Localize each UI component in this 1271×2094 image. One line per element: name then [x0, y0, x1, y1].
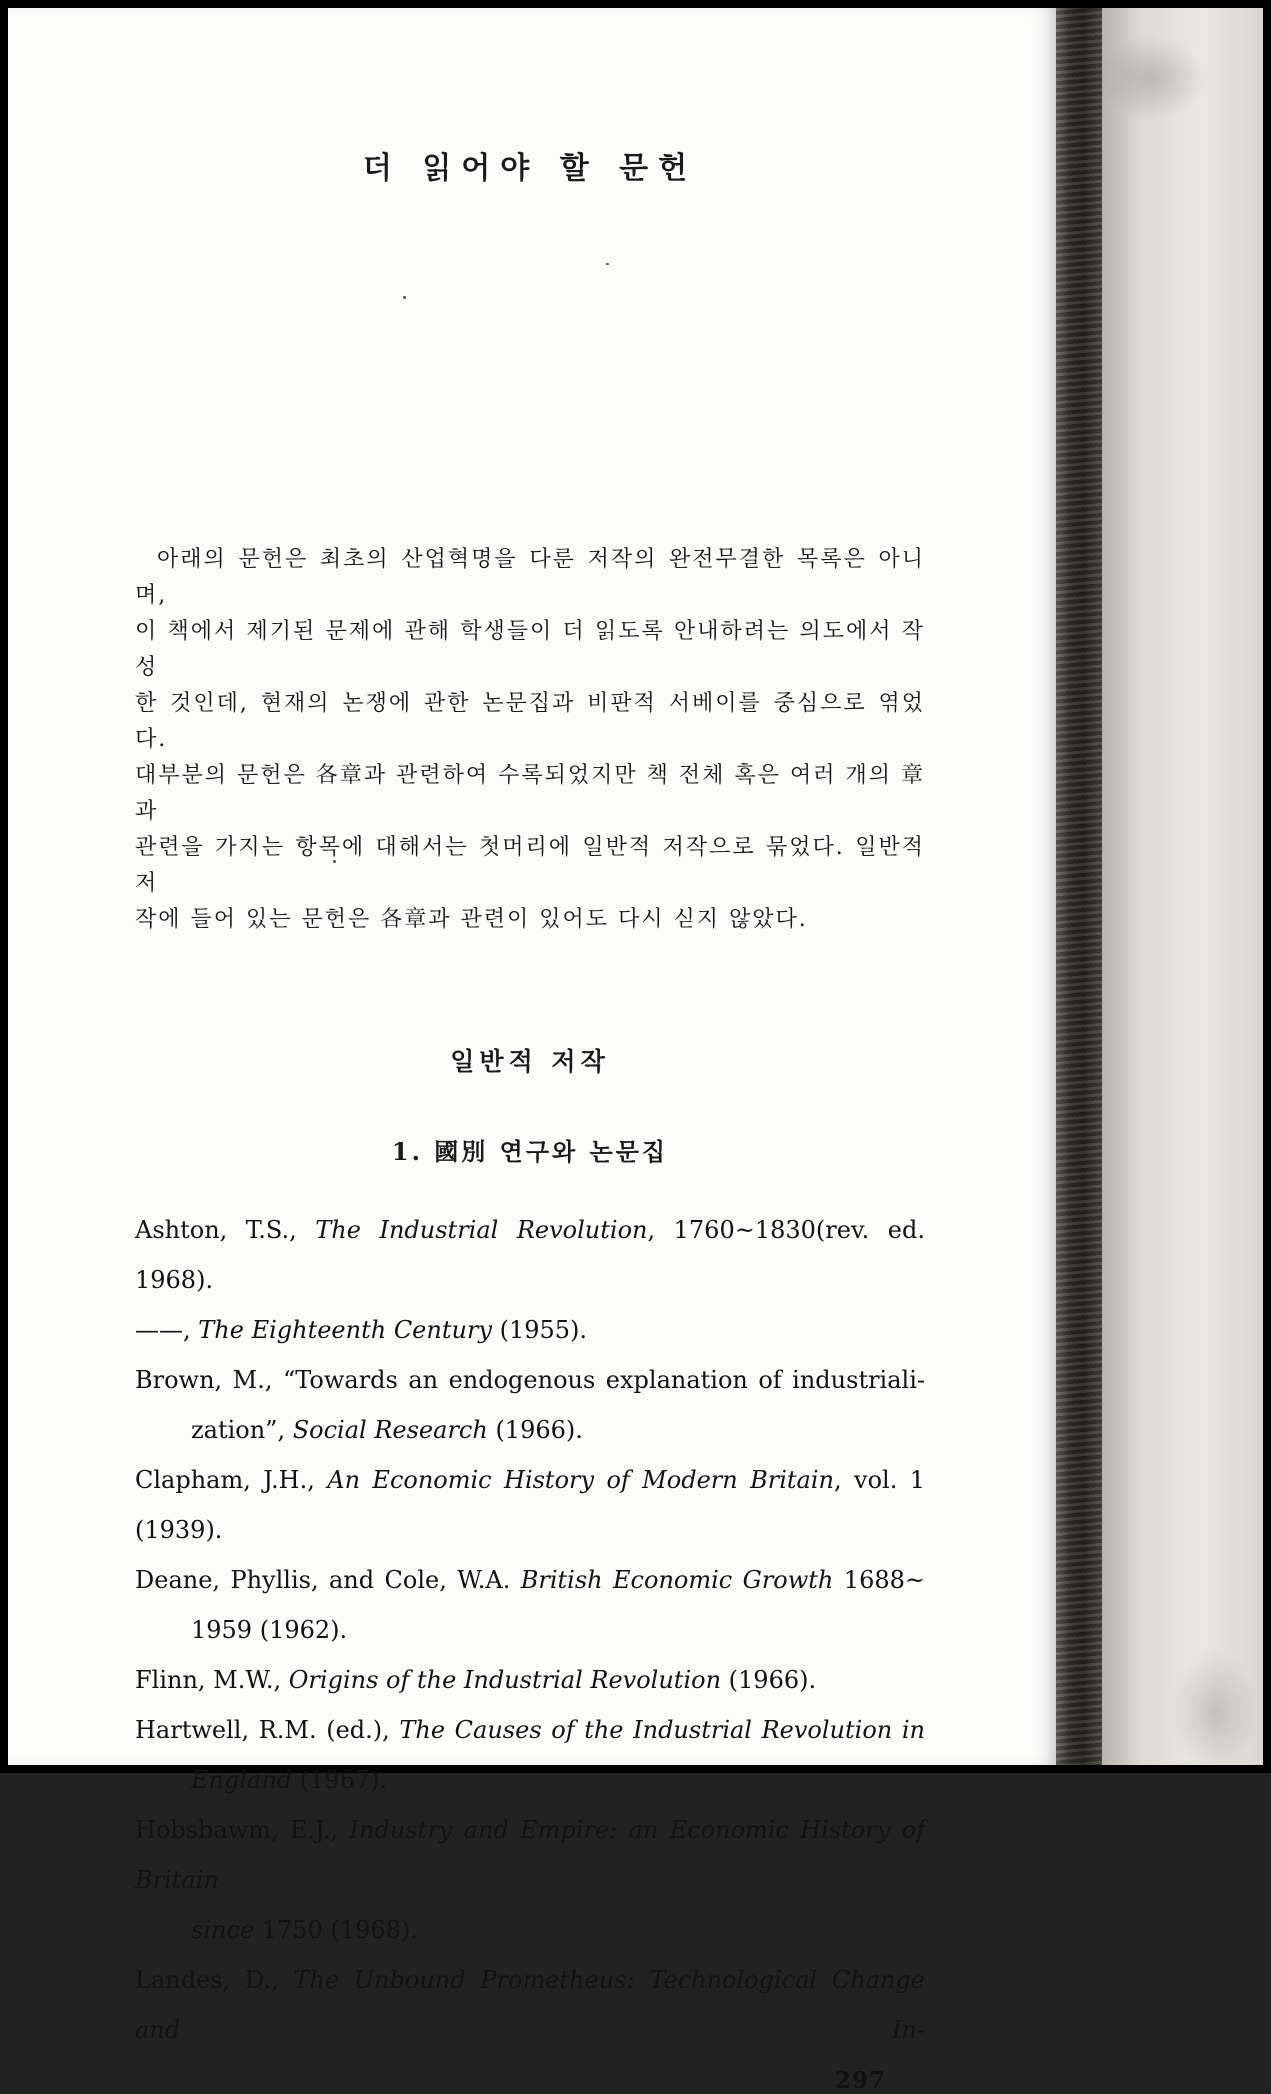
work-title: Origins of the Industrial Revolution [288, 1666, 722, 1694]
intro-line: 작에 들어 있는 문헌은 各章과 관련이 있어도 다시 싣지 않았다. [135, 907, 808, 932]
text-column [8, 143, 925, 2055]
bibliography-line [135, 1555, 925, 1605]
page-content [8, 8, 1056, 2094]
citation-text: (1955). [491, 1316, 588, 1344]
scan-speck [606, 263, 609, 265]
work-title: The Eighteenth Century [198, 1316, 492, 1344]
bibliography-entry [135, 1355, 925, 1455]
citation-text: 1750 (1968). [254, 1916, 418, 1944]
work-title: Social Research [292, 1416, 488, 1444]
work-title: An Economic History of Modern Britain [327, 1466, 834, 1494]
intro-line: 관련을 가지는 항목에 대해서는 첫머리에 일반적 저작으로 묶었다. 일반적 저 [135, 835, 925, 896]
intro-line: 아래의 문헌은 최초의 산업혁명을 다룬 저작의 완전무결한 목록은 아니며, [135, 547, 925, 608]
intro-line: 이 책에서 제기된 문제에 관해 학생들이 더 읽도록 안내하려는 의도에서 작성 [135, 619, 925, 680]
bibliography-entry [135, 1955, 925, 2055]
bibliography-entry [135, 1555, 925, 1655]
work-title: The Unbound Prometheus: Technological Change and In- [135, 1966, 926, 2044]
bibliography-entry [135, 1305, 925, 1355]
section-heading: 일반적 저작 [450, 1047, 610, 1076]
bibliography-line [135, 1405, 925, 1455]
work-title: since [191, 1916, 255, 1944]
bibliography-line [135, 1905, 925, 1955]
bibliography-entry [135, 1205, 925, 1305]
bibliography-entry [135, 1455, 925, 1555]
bibliography-line [135, 1605, 925, 1655]
bibliography-line [135, 1955, 925, 2055]
page-title: 더 읽어야 할 문헌 [362, 151, 698, 186]
intro-line: 한 것인데, 현재의 논쟁에 관한 논문집과 비판적 서베이를 중심으로 엮었다. [135, 691, 925, 752]
work-title: England [191, 1766, 293, 1794]
citation-text: 1688~ [833, 1566, 925, 1594]
bibliography-line [135, 1755, 925, 1805]
work-title: Industry and Empire: an Economic History of Britain [135, 1816, 925, 1894]
citation-text: Clapham, J.H., [135, 1466, 328, 1494]
scan-speck [403, 296, 406, 299]
work-title: The Industrial Revolution [315, 1216, 648, 1244]
subsection-heading: 1. 國別 연구와 논문집 [391, 1137, 669, 1166]
bibliography-line [135, 1705, 925, 1755]
citation-text: (1966). [721, 1666, 817, 1694]
intro-paragraph [135, 542, 925, 938]
bibliography-entry [135, 1655, 925, 1705]
citation-text: Ashton, T.S., [135, 1216, 316, 1244]
citation-text: zation”, [191, 1416, 293, 1444]
bibliography-line [135, 1305, 925, 1355]
book-edge-margin [1102, 8, 1263, 1765]
citation-text: Flinn, M.W., [135, 1666, 289, 1694]
work-title: British Economic Growth [520, 1566, 834, 1594]
citation-text: Hobsbawm, E.J., [135, 1816, 350, 1844]
citation-text: Landes, D., [135, 1966, 294, 1994]
bibliography-line [135, 1205, 925, 1305]
citation-text: , vol. 1 (1939). [135, 1466, 925, 1544]
intro-line: 대부분의 문헌은 各章과 관련하여 수록되었지만 책 전체 혹은 여러 개의 章과 [135, 763, 925, 824]
citation-text: Deane, Phyllis, and Cole, W.A. [135, 1566, 521, 1594]
citation-text: Brown, M., “Towards an endogenous explanation of industriali- [135, 1366, 925, 1394]
bibliography-list [135, 1205, 925, 2055]
citation-text: (1966). [487, 1416, 583, 1444]
scan-speck [333, 860, 336, 863]
bibliography-entry [135, 1805, 925, 1955]
citation-text: ——, [135, 1316, 199, 1344]
citation-text: , 1760~1830(rev. ed. 1968). [135, 1216, 925, 1294]
work-title: The Causes of the Industrial Revolution in [399, 1716, 925, 1744]
bibliography-line [135, 1655, 925, 1705]
book-edge-shadow [1056, 8, 1102, 1765]
citation-text: (1967). [292, 1766, 388, 1794]
bibliography-line [135, 1355, 925, 1405]
bibliography-entry [135, 1705, 925, 1805]
bibliography-line [135, 1455, 925, 1555]
citation-text: 1959 (1962). [191, 1616, 348, 1644]
bibliography-line [135, 1805, 925, 1905]
page-number: 297 [834, 2067, 886, 2094]
citation-text: Hartwell, R.M. (ed.), [135, 1716, 400, 1744]
